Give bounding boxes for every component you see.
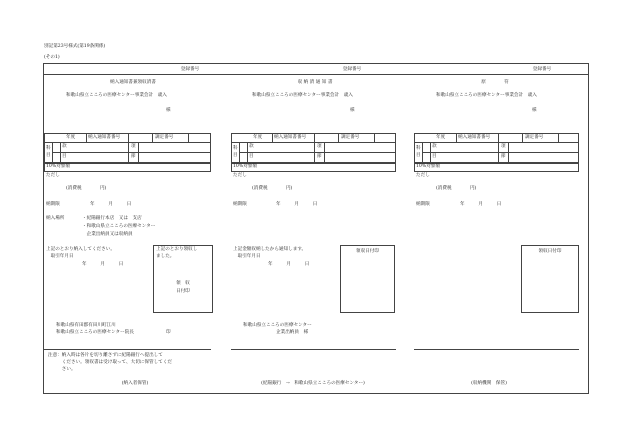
notice-no-label-col3: 納入通知書番号 — [458, 135, 491, 140]
receipt-text-col1-1: 上記のとおり納入してください。 — [46, 247, 115, 252]
due-date-col3: 年 月 日 — [460, 202, 502, 207]
kan-label-col3: 款 — [432, 144, 437, 149]
receipt-date-col2: 年 月 日 — [268, 262, 310, 267]
issuer-address: 和歌山県有田郡有田川町江川 — [56, 323, 116, 328]
payee-col1: 和歌山県立こころの医療センター事業会計 歳入 — [66, 93, 167, 98]
kamoku-label-col1: 科目 — [46, 146, 51, 158]
place-line-1: ・紀陽銀行本店 又は 支店 — [82, 216, 142, 221]
honorific-col1: 様 — [166, 108, 171, 113]
due-label-col3: 納期限 — [416, 202, 430, 207]
adjust-no-label-col3: 調定番号 — [525, 135, 544, 140]
consumption-tax-col1: (消費税 円) — [66, 186, 107, 191]
setsu-label-col1: 節 — [131, 154, 136, 159]
receipt-stamp-text-2: 日付印 — [176, 289, 190, 294]
reg-no-label-1: 登録番号 — [180, 67, 200, 72]
receipt-stamp-text-1: 領 収 — [176, 281, 190, 286]
place-line-2: ・和歌山県立こころの医療センター — [82, 224, 156, 229]
place-label: 納入場所 — [46, 216, 65, 221]
title-col3: 原 符 — [481, 80, 509, 85]
honorific-col3: 様 — [532, 108, 537, 113]
receipt-stamp-label-col3: 領収日付印 — [538, 249, 562, 254]
adjust-no-label-col2: 調定番号 — [341, 135, 360, 140]
receipt-box-text-1: 上記のとおり領収し — [156, 247, 198, 252]
footer-label-col3: (収納機関 保管) — [471, 381, 507, 386]
kamoku-label-col3: 科目 — [416, 146, 421, 158]
kou-label-col1: 項 — [131, 144, 136, 149]
setsu-label-col2: 節 — [317, 154, 322, 159]
adjust-no-label-col1: 調定番号 — [155, 135, 174, 140]
honorific-col2: 様 — [350, 108, 355, 113]
receipt-stamp-box-col2 — [340, 245, 395, 313]
reg-no-label-3: 登録番号 — [532, 67, 552, 72]
tadashi-col2: ただし — [233, 173, 247, 178]
note-line-1: 注意：納入時は各片を切り離さずに紀陽銀行へ提出して — [48, 353, 163, 358]
kamoku-label-col2: 科目 — [233, 146, 238, 158]
place-line-3: 企業出納員又は収納員 — [82, 232, 133, 237]
kan-label-col1: 款 — [62, 144, 67, 149]
year-label-col1: 年度 — [66, 135, 76, 140]
notice-no-label-col2: 納入通知書番号 — [274, 135, 307, 140]
receipt-text-col2-2: 取引年月日 — [233, 254, 261, 259]
consumption-tax-col3: (消費税 円) — [436, 186, 477, 191]
consumption-tax-col2: (消費税 円) — [252, 186, 293, 191]
receipt-text-col2-1: 上記金額収納したから通知します。 — [233, 247, 307, 252]
rate-label-col1: 10%対象額 — [46, 164, 70, 169]
issuer-director: 和歌山県立こころの医療センター院長 — [56, 330, 134, 335]
kan-label-col2: 款 — [249, 144, 254, 149]
title-col1: 納入通知書兼領収済書 — [110, 80, 156, 85]
due-date-col1: 年 月 日 — [90, 202, 132, 207]
kou-label-col3: 項 — [501, 144, 506, 149]
footer-label-col2: (紀陽銀行 → 和歌山県立こころの医療センター) — [261, 381, 365, 386]
form-title: 別記第23号様式(第19条関係) — [44, 44, 106, 49]
kou-label-col2: 項 — [317, 144, 322, 149]
setsu-label-col3: 節 — [501, 154, 506, 159]
year-label-col2: 年度 — [253, 135, 263, 140]
notice-no-label-col1: 納入通知書番号 — [88, 135, 121, 140]
receipt-date-col1: 年 月 日 — [82, 262, 124, 267]
footer-label-col1: (納入者保管) — [121, 381, 149, 386]
receipt-box-text-2: ました。 — [156, 254, 175, 259]
issuer-seal: 印 — [166, 330, 171, 335]
payee-col3: 和歌山県立こころの医療センター事業会計 歳入 — [436, 93, 537, 98]
year-label-col3: 年度 — [436, 135, 446, 140]
receipt-stamp-label-col2: 領収日付印 — [356, 249, 379, 254]
due-label-col2: 納期限 — [233, 202, 247, 207]
issuer-cashier-col2: 企業出納員 様 — [276, 330, 309, 335]
rate-label-col3: 10%対象額 — [416, 164, 440, 169]
receipt-stamp-box-col3 — [521, 245, 579, 313]
tadashi-col1: ただし — [46, 173, 60, 178]
payee-col2: 和歌山県立こころの医療センター事業会計 歳入 — [252, 93, 353, 98]
rate-label-col2: 10%対象額 — [233, 164, 257, 169]
due-label-col1: 納期限 — [46, 202, 60, 207]
moku-label-col3: 目 — [432, 154, 437, 159]
moku-label-col1: 目 — [62, 154, 67, 159]
reg-no-label-2: 登録番号 — [342, 67, 362, 72]
page-label: (その1) — [44, 55, 60, 60]
due-date-col2: 年 月 日 — [276, 202, 318, 207]
receipt-text-col1-2: 取引年月日 — [46, 254, 74, 259]
title-col2: 収 納 済 通 知 書 — [297, 80, 333, 85]
issuer-org-col2: 和歌山県立こころの医療センター — [243, 323, 312, 328]
note-line-3: さい。 — [48, 367, 76, 372]
note-line-2: ください。領収書は受け取って、大切に保管してくだ — [48, 360, 172, 365]
reg-row-line — [43, 74, 589, 75]
tadashi-col3: ただし — [416, 173, 430, 178]
moku-label-col2: 目 — [249, 154, 254, 159]
